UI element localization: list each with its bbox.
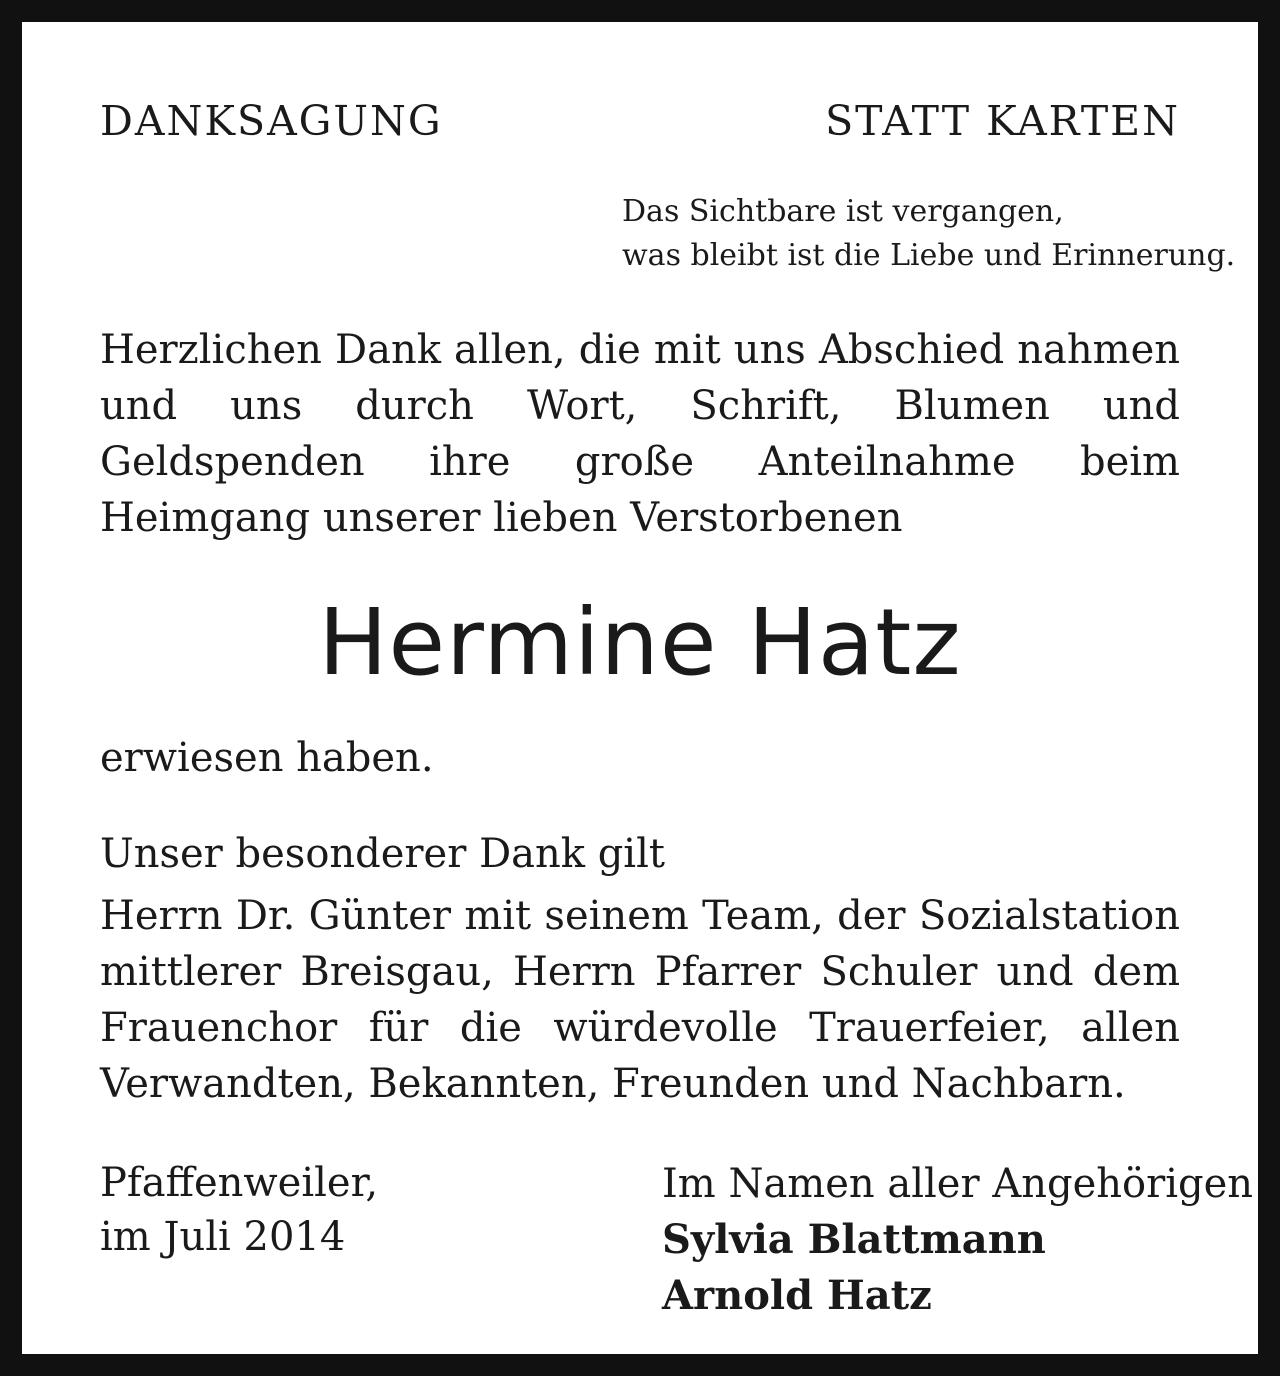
motto-line-1: Das Sichtbare ist vergangen,: [622, 194, 1064, 229]
thanks-body: Herrn Dr. Günter mit seinem Team, der Sozialstation mittlerer Breisgau, Herrn Pfarrer Schuler und dem Frauenchor für die würdevolle Trauerfeier, allen Verwandten, Bekannten, Freunden und Nachbarn.: [100, 893, 1180, 1107]
signer-name: Sylvia Blattmann: [662, 1216, 1046, 1263]
date: im Juli 2014: [100, 1214, 346, 1260]
header-statt-karten: STATT KARTEN: [825, 97, 1180, 145]
place: Pfaffenweiler,: [100, 1160, 379, 1206]
notice-content: [100, 22, 1254, 1354]
signature-block: [662, 1156, 1253, 1324]
header-danksagung: DANKSAGUNG: [100, 97, 443, 145]
intro-paragraph: Herzlichen Dank allen, die mit uns Abschied nahmen und uns durch Wort, Schrift, Blumen und Geldspenden ihre große Anteilnahme beim Heimgang unserer lieben Verstorbenen: [100, 327, 1180, 541]
thanks-lead: Unser besonderer Dank gilt: [100, 831, 665, 877]
closing-line: erwiesen haben.: [100, 735, 434, 781]
signature-intro: Im Namen aller Angehörigen: [662, 1161, 1254, 1207]
motto-line-2: was bleibt ist die Liebe und Erinnerung.: [622, 238, 1236, 273]
place-date: [100, 1156, 378, 1264]
signer-name: Arnold Hatz: [662, 1272, 932, 1319]
deceased-name: Hermine Hatz: [318, 589, 962, 696]
motto-quote: [622, 190, 1235, 278]
